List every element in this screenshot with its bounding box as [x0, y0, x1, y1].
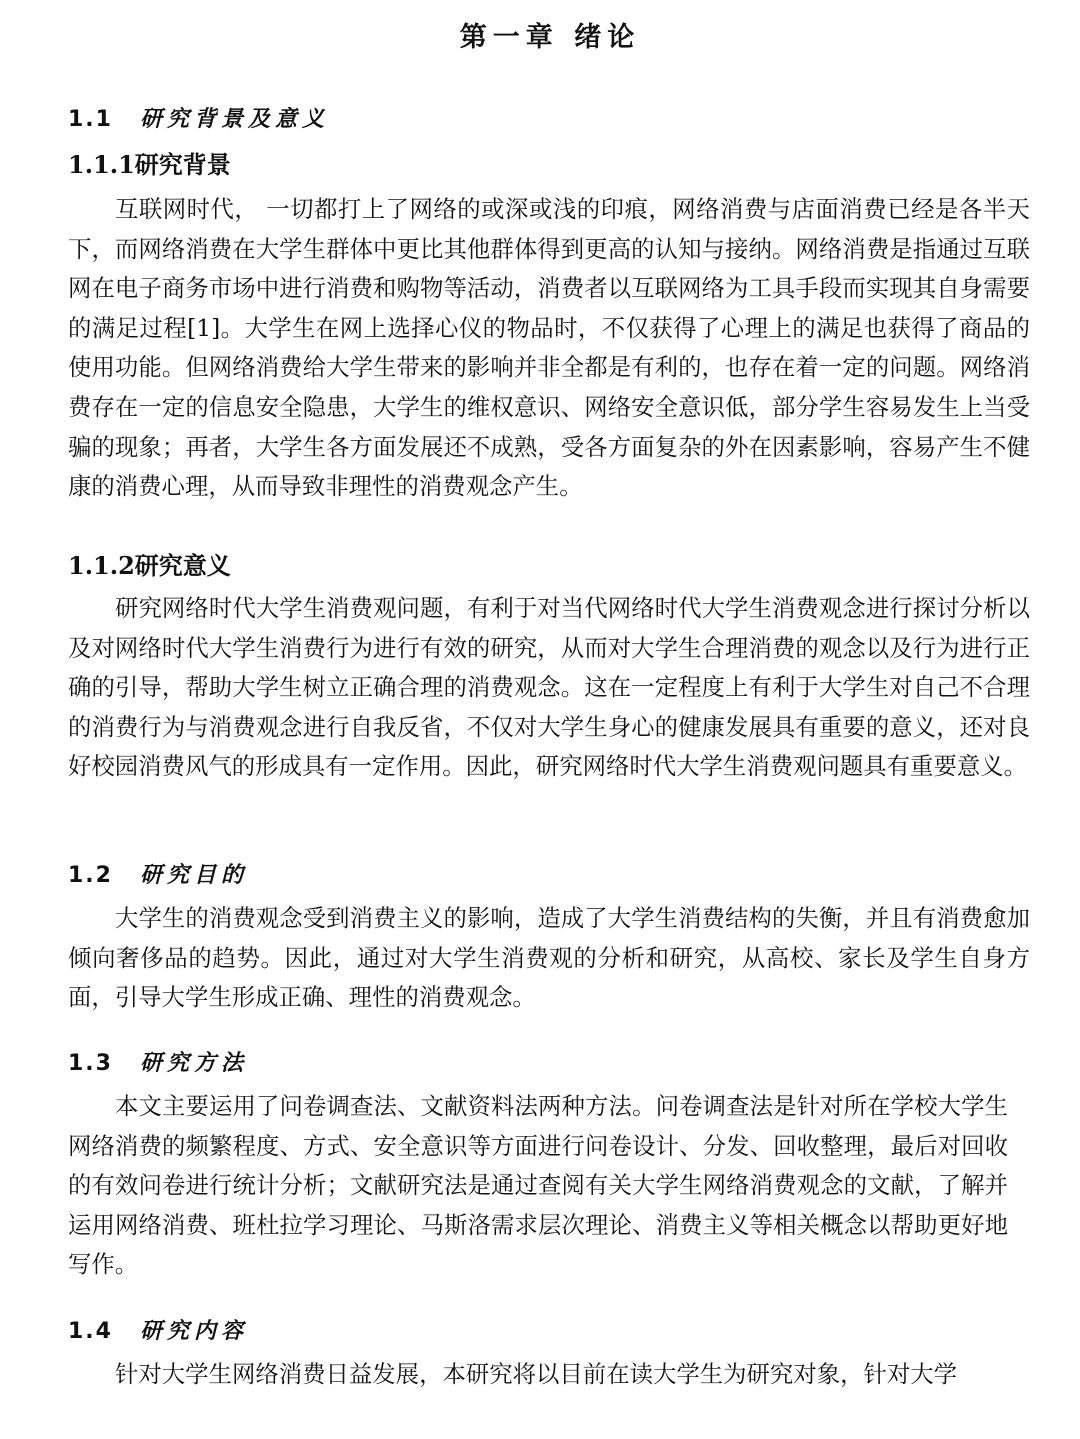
subsection-heading-1-1-2: 1.1.2研究意义 [68, 551, 231, 580]
paragraph-research-background: 互联网时代， 一切都打上了网络的或深或浅的印痕，网络消费与店面消费已经是各半天下，而网络消费在大学生群体中更比其他群体得到更高的认知与接纳。网络消费是指通过互联网在电子商务市场中进行消费和购物等活动，消费者以互联网络为工具手段而实现其自身需要的满足过程[1]。大学生在网上选择心仪的物品时，不仅获得了心理上的满足也获得了商品的使用功能。但网络消费给大学生带来的影响并非全都是有利的，也存在着一定的问题。网络消费存在一定的信息安全隐患，大学生的维权意识、网络安全意识低，部分学生容易发生上当受骗的现象；再者，大学生各方面发展还不成熟，受各方面复杂的外在因素影响，容易产生不健康的消费心理，从而导致非理性的消费观念产生。 [68, 195, 1030, 501]
section-number: 1.3 [68, 1051, 113, 1076]
section-heading-1-1 [68, 104, 329, 136]
section-title: 研究内容 [140, 1319, 249, 1344]
subsection-heading-1-1-1: 1.1.1研究背景 [68, 150, 231, 179]
chapter-title: 第一章 绪论 [459, 22, 641, 53]
section-heading-1-2 [68, 860, 248, 892]
section-heading-1-3 [68, 1048, 248, 1080]
paragraph-research-significance: 研究网络时代大学生消费观问题，有利于对当代网络时代大学生消费观念进行探讨分析以及对网络时代大学生消费行为进行有效的研究，从而对大学生合理消费的观念以及行为进行正确的引导，帮助大学生树立正确合理的消费观念。这在一定程度上有利于大学生对自己不合理的消费行为与消费观念进行自我反省，不仅对大学生身心的健康发展具有重要的意义，还对良好校园消费风气的形成具有一定作用。因此，研究网络时代大学生消费观问题具有重要意义。 [68, 594, 1030, 781]
section-number: 1.1 [68, 107, 113, 132]
section-title: 研究背景及意义 [140, 107, 330, 132]
paragraph-research-content: 针对大学生网络消费日益发展，本研究将以目前在读大学生为研究对象，针对大学 [115, 1360, 958, 1388]
paragraph-research-method: 本文主要运用了问卷调查法、文献资料法两种方法。问卷调查法是针对所在学校大学生网络消费的频繁程度、方式、安全意识等方面进行问卷设计、分发、回收整理，最后对回收的有效问卷进行统计分析；文献研究法是通过查阅有关大学生网络消费观念的文献，了解并运用网络消费、班杜拉学习理论、马斯洛需求层次理论、消费主义等相关概念以帮助更好地写作。 [68, 1092, 1008, 1279]
section-title: 研究目的 [140, 863, 249, 888]
paragraph-research-purpose: 大学生的消费观念受到消费主义的影响，造成了大学生消费结构的失衡，并且有消费愈加倾向奢侈品的趋势。因此，通过对大学生消费观的分析和研究，从高校、家长及学生自身方面，引导大学生形成正确、理性的消费观念。 [68, 904, 1030, 1012]
section-number: 1.4 [68, 1319, 113, 1344]
section-title: 研究方法 [140, 1051, 249, 1076]
section-heading-1-4 [68, 1316, 248, 1348]
section-number: 1.2 [68, 863, 113, 888]
